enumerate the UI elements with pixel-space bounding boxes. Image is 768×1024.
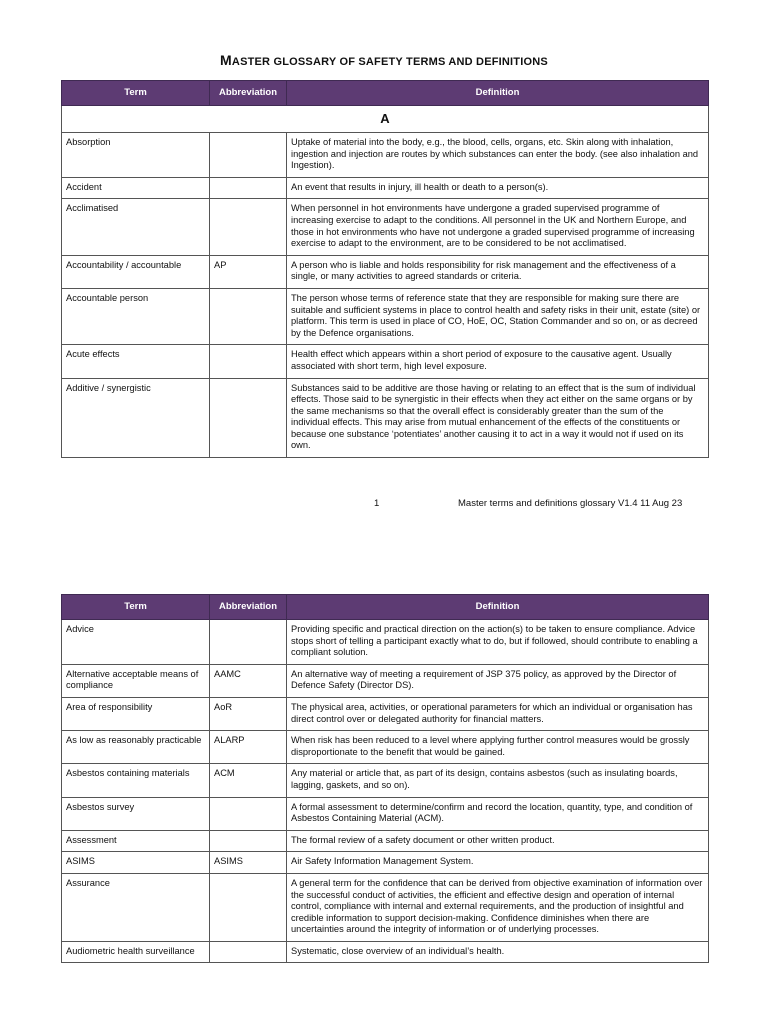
glossary-table-1 bbox=[61, 80, 709, 458]
table-row bbox=[62, 852, 709, 874]
header-term: Term bbox=[62, 595, 210, 620]
definition-cell: A general term for the confidence that can be derived from objective examination of information over the successful conduct of activities, the efficient and effective design and operation of internal control, compliance with internal and external requirements, and the production of insightful and credible information to support decision-making. Confidence diminishes when there are uncertainties around the integrity of information or of underlying processes. bbox=[287, 873, 709, 941]
term-cell: Area of responsibility bbox=[62, 697, 210, 730]
table-row bbox=[62, 345, 709, 378]
definition-cell: The person whose terms of reference state that they are responsible for making sure there are suitable and sufficient systems in place to control health and safety risks in their unit, estate (site) or platform. This term is used in place of CO, HoE, OC, Station Commander and so on, or as decreed by the Defence organisations. bbox=[287, 288, 709, 344]
definition-cell: Health effect which appears within a short period of exposure to the causative agent. Usually associated with short term, high level exposure. bbox=[287, 345, 709, 378]
term-cell: Audiometric health surveillance bbox=[62, 941, 210, 963]
document-title-footer: Master terms and definitions glossary V1.4 11 Aug 23 bbox=[458, 498, 683, 509]
header-definition: Definition bbox=[287, 595, 709, 620]
term-cell: As low as reasonably practicable bbox=[62, 731, 210, 764]
term-cell: Assessment bbox=[62, 830, 210, 852]
term-cell: Assurance bbox=[62, 873, 210, 941]
abbreviation-cell bbox=[210, 830, 287, 852]
definition-cell: An event that results in injury, ill health or death to a person(s). bbox=[287, 177, 709, 199]
abbreviation-cell: AP bbox=[210, 255, 287, 288]
header-term: Term bbox=[62, 81, 210, 106]
table-row bbox=[62, 797, 709, 830]
table-row bbox=[62, 133, 709, 178]
abbreviation-cell: AoR bbox=[210, 697, 287, 730]
table-row bbox=[62, 664, 709, 697]
abbreviation-cell: ASIMS bbox=[210, 852, 287, 874]
term-cell: Accident bbox=[62, 177, 210, 199]
term-cell: ASIMS bbox=[62, 852, 210, 874]
definition-cell: Providing specific and practical direction on the action(s) to be taken to ensure compliance. Advice stops short of telling a participant exactly what to do, but if followed, should contribute to enabling a compliant solution. bbox=[287, 620, 709, 665]
title-initial: M bbox=[220, 52, 232, 68]
abbreviation-cell bbox=[210, 177, 287, 199]
definition-cell: Substances said to be additive are those having or relating to an effect that is the sum of individual effects. Those said to be synergistic in their effects when they act either on the same organs or by the same mechanisms so that the overall effect is considerably greater than the sum of the individual effects. This may arise from mutual enhancement of the effects of the constituents or because one substance ‘potentiates’ another causing it to act in a way it would not if used on its own. bbox=[287, 378, 709, 458]
definition-cell: Any material or article that, as part of its design, contains asbestos (such as insulating boards, lagging, gaskets, and so on). bbox=[287, 764, 709, 797]
abbreviation-cell: ALARP bbox=[210, 731, 287, 764]
title-rest: ASTER GLOSSARY OF SAFETY TERMS AND DEFINITIONS bbox=[231, 56, 548, 68]
table-row bbox=[62, 199, 709, 255]
header-abbreviation: Abbreviation bbox=[210, 81, 287, 106]
table-row bbox=[62, 288, 709, 344]
table-row bbox=[62, 697, 709, 730]
definition-cell: The physical area, activities, or operational parameters for which an individual or organisation has direct control over or delegated authority for financial matters. bbox=[287, 697, 709, 730]
term-cell: Acclimatised bbox=[62, 199, 210, 255]
table-row bbox=[62, 830, 709, 852]
abbreviation-cell bbox=[210, 133, 287, 178]
glossary-table-2 bbox=[61, 594, 709, 963]
term-cell: Alternative acceptable means of compliance bbox=[62, 664, 210, 697]
abbreviation-cell bbox=[210, 288, 287, 344]
term-cell: Advice bbox=[62, 620, 210, 665]
definition-cell: When risk has been reduced to a level where applying further control measures would be grossly disproportionate to the benefit that would be gained. bbox=[287, 731, 709, 764]
table-row bbox=[62, 731, 709, 764]
term-cell: Accountable person bbox=[62, 288, 210, 344]
page-title bbox=[0, 52, 768, 68]
term-cell: Asbestos survey bbox=[62, 797, 210, 830]
table-row bbox=[62, 941, 709, 963]
term-cell: Absorption bbox=[62, 133, 210, 178]
abbreviation-cell: ACM bbox=[210, 764, 287, 797]
definition-cell: A person who is liable and holds responsibility for risk management and the effectiveness of a single, or many activities to agreed standards or criteria. bbox=[287, 255, 709, 288]
term-cell: Additive / synergistic bbox=[62, 378, 210, 458]
abbreviation-cell: AAMC bbox=[210, 664, 287, 697]
definition-cell: Uptake of material into the body, e.g., the blood, cells, organs, etc. Skin along with inhalation, ingestion and injection are routes by which substances can enter the body. (see also inhalation and Ingestion). bbox=[287, 133, 709, 178]
page-number: 1 bbox=[374, 498, 380, 509]
letter-section-row bbox=[62, 106, 709, 133]
term-cell: Accountability / accountable bbox=[62, 255, 210, 288]
term-cell: Asbestos containing materials bbox=[62, 764, 210, 797]
table-row bbox=[62, 764, 709, 797]
abbreviation-cell bbox=[210, 797, 287, 830]
abbreviation-cell bbox=[210, 345, 287, 378]
document-page-2 bbox=[0, 590, 768, 1024]
header-abbreviation: Abbreviation bbox=[210, 595, 287, 620]
header-definition: Definition bbox=[287, 81, 709, 106]
header-row bbox=[62, 595, 709, 620]
abbreviation-cell bbox=[210, 873, 287, 941]
term-cell: Acute effects bbox=[62, 345, 210, 378]
table-row bbox=[62, 378, 709, 458]
definition-cell: A formal assessment to determine/confirm and record the location, quantity, type, and condition of Asbestos Containing Material (ACM). bbox=[287, 797, 709, 830]
abbreviation-cell bbox=[210, 199, 287, 255]
table-row bbox=[62, 177, 709, 199]
definition-cell: Systematic, close overview of an individual’s health. bbox=[287, 941, 709, 963]
definition-cell: When personnel in hot environments have undergone a graded supervised programme of increasing exercise to adapt to the conditions. All personnel in the UK and Northern Europe, and those in hot environments who have not undergone a graded supervised programme of increasing exercise to adapt to the environment, are to be considered to be not acclimatised. bbox=[287, 199, 709, 255]
definition-cell: An alternative way of meeting a requirement of JSP 375 policy, as approved by the Director of Defence Safety (Director DS). bbox=[287, 664, 709, 697]
abbreviation-cell bbox=[210, 378, 287, 458]
table-row bbox=[62, 873, 709, 941]
abbreviation-cell bbox=[210, 620, 287, 665]
table-row bbox=[62, 620, 709, 665]
abbreviation-cell bbox=[210, 941, 287, 963]
header-row bbox=[62, 81, 709, 106]
section-letter: A bbox=[62, 106, 709, 133]
definition-cell: Air Safety Information Management System. bbox=[287, 852, 709, 874]
table-row bbox=[62, 255, 709, 288]
definition-cell: The formal review of a safety document or other written product. bbox=[287, 830, 709, 852]
